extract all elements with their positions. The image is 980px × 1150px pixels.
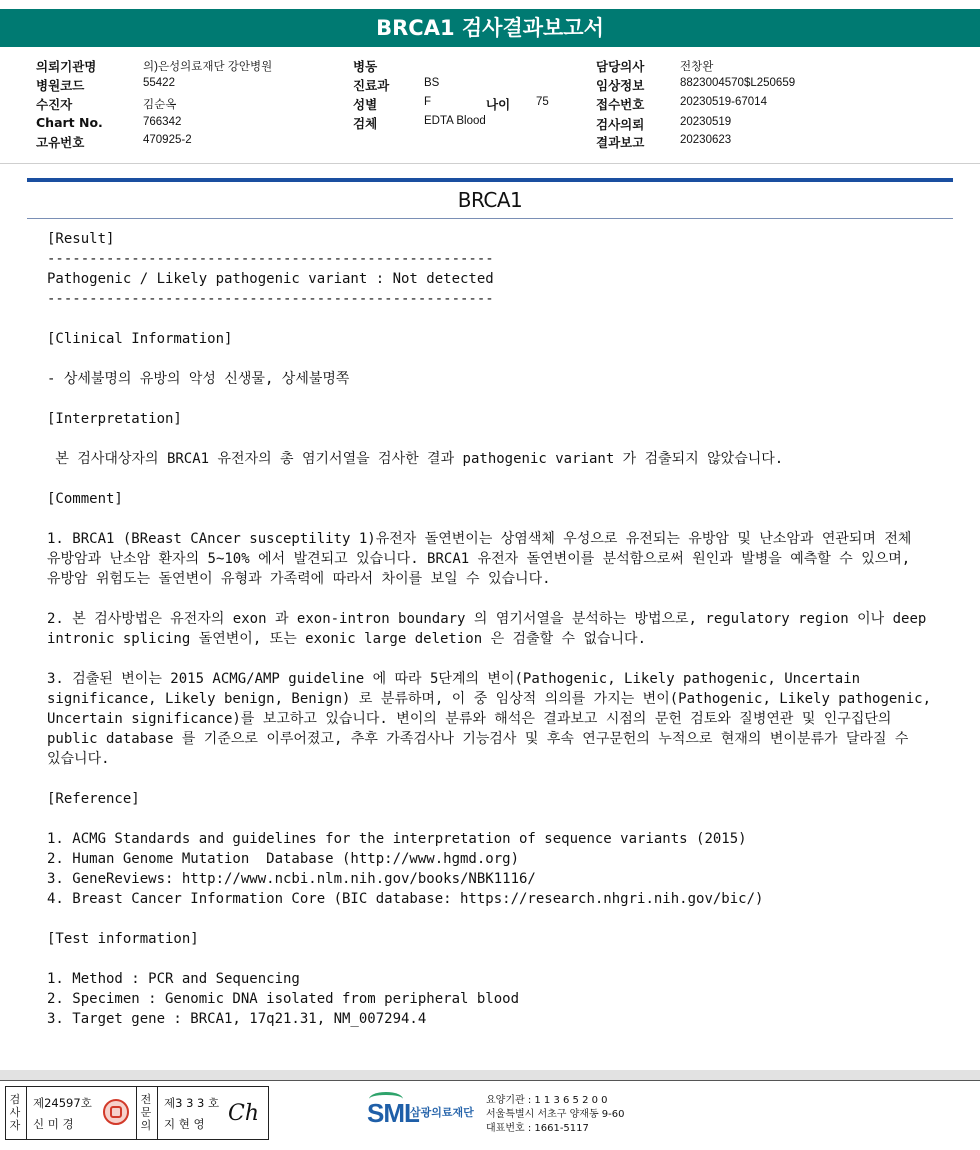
info-label: 고유번호 [36,135,85,150]
report-title: BRCA1 검사결과보고서 [0,9,980,47]
reference-item: 4. Breast Cancer Information Core (BIC database: https://research.nhgri.nih.gov/bic/) [47,891,764,907]
info-value: BS [424,77,440,89]
clinical-heading: [Clinical Information] [47,331,233,347]
info-value: 20230519-67014 [680,96,767,108]
info-value: 55422 [143,77,175,89]
info-label: 성별 [353,97,378,112]
info-label: 검사의뢰 [596,117,645,132]
comment-heading: [Comment] [47,491,123,507]
info-value: 김순옥 [143,99,177,111]
section-rule [27,178,953,182]
sml-logo [367,1092,483,1132]
report-body [47,229,947,1029]
info-divider [0,163,980,164]
info-label: 검체 [353,116,378,131]
reference-item: 3. GeneReviews: http://www.ncbi.nlm.nih.gov/books/NBK1116/ [47,871,536,887]
org-info-line: 요양기관 : 1 1 3 6 5 2 0 0 [486,1095,608,1106]
comment-paragraph: 3. 검출된 변이는 2015 ACMG/AMP guideline 에 따라 5단계의 변이(Pathogenic, Likely pathogenic, Uncertain significance, Likely benign, Benign) 로 분류하며, 이 중 임상적 의의를 가지는 변이(Pathogenic, Likely pathogenic, Uncertain significance)를 보고하고 있습니다. 변이의 분류와 해석은 결과보고 시점의 문헌 검토와 질병연관 및 인구집단의 public database 를 기준으로 이루어졌고, 추후 가족검사나 기능검사 및 후속 연구문헌의 누적으로 현재의 변이분류가 달라질 수 있습니다. [47,671,932,767]
test-item: 1. Method : PCR and Sequencing [47,971,300,987]
test-item: 2. Specimen : Genomic DNA isolated from peripheral blood [47,991,520,1007]
info-value: 의)은성의료재단 강안병원 [143,61,273,73]
examiner-license: 제24597호 [33,1096,92,1110]
info-label: 수진자 [36,97,73,112]
seal-stamp-icon [103,1099,129,1125]
comment-paragraph: 1. BRCA1 (BReast CAncer susceptility 1)유전자 돌연변이는 상염색체 우성으로 유전되는 유방암 및 난소암과 연관되며 전체 유방암과 난소암 환자의 5~10% 에서 발견되고 있습니다. BRCA1 유전자 돌연변이를 분석함으로써 원인과 발병을 예측할 수 있으며, 유방암 위험도는 돌연변이 유형과 가족력에 따라서 차이를 보일 수 있습니다. [47,531,912,587]
result-text: Pathogenic / Likely pathogenic variant : Not detected [47,271,494,287]
reference-item: 2. Human Genome Mutation Database (http://www.hgmd.org) [47,851,520,867]
result-heading: [Result] [47,231,115,247]
info-value: 20230519 [680,116,732,128]
footer-band [0,1070,980,1080]
info-value: 8823004570$L250659 [680,77,796,89]
examiner-name: 신 미 경 [33,1117,74,1131]
test-heading: [Test information] [47,931,199,947]
signature: Ch [228,1101,260,1126]
info-label: 임상정보 [596,78,645,93]
footer-rule [0,1080,980,1081]
divider-line: ----------------------------------------------------- [47,291,494,307]
reference-heading: [Reference] [47,791,140,807]
info-label: 진료과 [353,78,390,93]
test-item: 3. Target gene : BRCA1, 17q21.31, NM_007294.4 [47,1011,427,1027]
info-value: 전창완 [680,61,714,73]
logo-text: SML [367,1098,419,1128]
org-info-line: 서울특별시 서초구 양재동 9-60 [486,1109,625,1120]
examiner-label: 검 사 자 [9,1093,21,1132]
info-value: 766342 [143,116,182,128]
specialist-label: 전 문 의 [140,1093,152,1132]
comment-paragraph: 2. 본 검사방법은 유전자의 exon 과 exon-intron boundary 의 염기서열을 분석하는 방법으로, regulatory region 이나 deep intronic splicing 돌연변이, 또는 exonic large deletion 은 검출할 수 없습니다. [47,611,927,647]
info-value: 75 [536,96,549,108]
info-label: 병원코드 [36,78,85,93]
signature-box [5,1086,269,1140]
org-name: 삼광의료재단 [410,1106,474,1119]
specialist-name: 지 현 영 [164,1117,205,1131]
info-label: 나이 [486,97,511,112]
info-value: F [424,96,432,108]
interpretation-text: 본 검사대상자의 BRCA1 유전자의 총 염기서열을 검사한 결과 pathogenic variant 가 검출되지 않았습니다. [47,451,784,467]
interpretation-heading: [Interpretation] [47,411,182,427]
info-label: Chart No. [36,115,103,130]
info-label: 결과보고 [596,135,645,150]
section-title: BRCA1 [457,188,523,212]
info-value: 20230623 [680,134,732,146]
info-label: 의뢰기관명 [36,59,97,74]
section-underline [27,218,953,219]
specialist-license: 제3 3 3 호 [164,1096,220,1110]
org-info [486,1094,625,1136]
clinical-text: - 상세불명의 유방의 악성 신생물, 상세불명쪽 [47,371,350,387]
info-label: 담당의사 [596,59,645,74]
info-value: 470925-2 [143,134,192,146]
info-label: 접수번호 [596,97,645,112]
org-info-line: 대표번호 : 1661-5117 [486,1123,589,1134]
info-value: EDTA Blood [424,115,486,127]
info-label: 병동 [353,59,378,74]
reference-item: 1. ACMG Standards and guidelines for the interpretation of sequence variants (2015) [47,831,747,847]
divider-line: ----------------------------------------------------- [47,251,494,267]
